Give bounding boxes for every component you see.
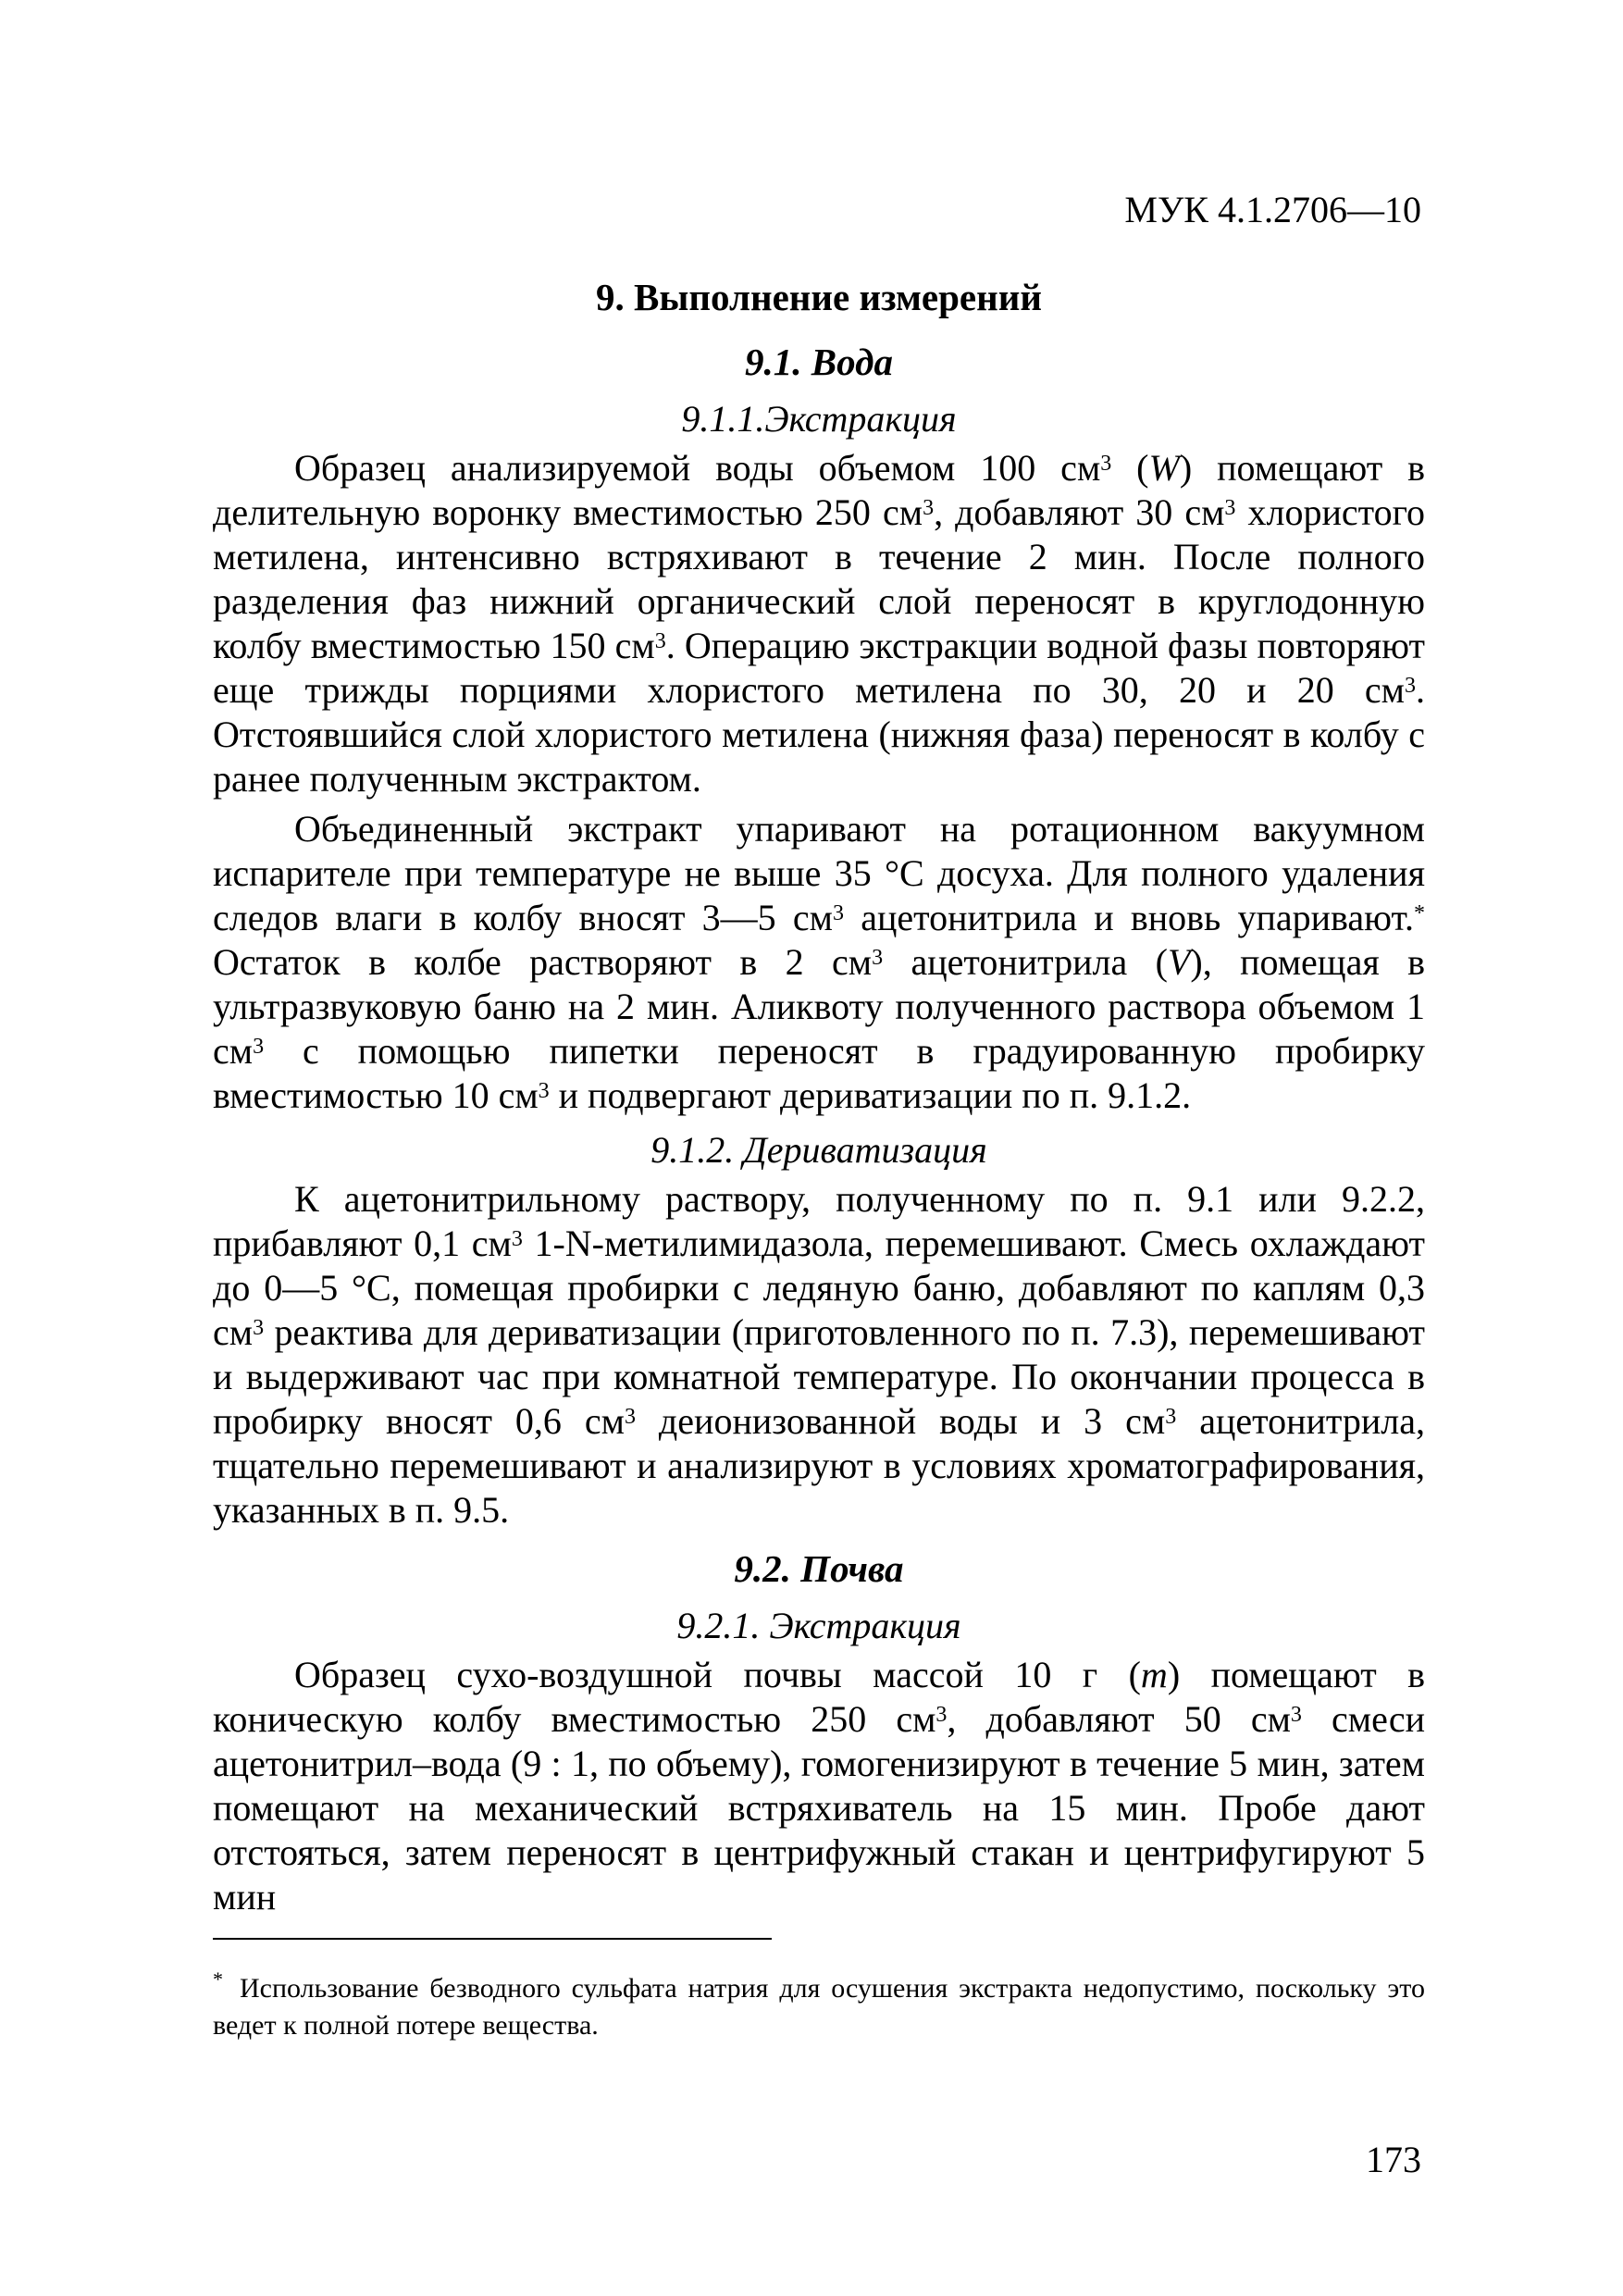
page-number: 173 bbox=[1366, 2139, 1421, 2180]
paragraph-water-derivatization: К ацетонитрильному раствору, полученному по п. 9.1 или 9.2.2, прибавляют 0,1 $см^3$ 1-N-метилимидазола, перемешивают. Смесь охлаждают до 0—5 °С, помещая пробирки с ледяную баню, добавляют по каплям 0,3 $см^3$ реактива для дериватизации (приготовленного по п. 7.3), перемешивают и выдерживают час при комнатной температуре. По окончании процесса в пробирку вносят 0,6 $см^3$ деионизованной воды и 3 $см^3$ ацетонитрила, тщательно перемешивают и анализируют в условиях хроматографирования, указанных в п. 9.5. bbox=[213, 1178, 1425, 1531]
section-title: 9. Выполнение измерений bbox=[596, 276, 1042, 318]
footnote-divider bbox=[213, 1938, 772, 1940]
step-title-water-derivatization: 9.1.2. Дериватизация bbox=[650, 1129, 987, 1171]
main-text bbox=[213, 270, 1425, 1925]
step-title-water-extraction: 9.1.1.Экстракция bbox=[681, 398, 957, 440]
document-code: МУК 4.1.2706—10 bbox=[1124, 189, 1421, 230]
subsection-title-soil: 9.2. Почва bbox=[734, 1547, 904, 1590]
subsection-title-water: 9.1. Вода bbox=[745, 341, 893, 383]
step-title-soil-extraction: 9.2.1. Экстракция bbox=[676, 1605, 961, 1646]
paragraph-water-extraction-1: Образец анализируемой воды объемом 100 $см^3$ (W) помещают в делительную воронку вместимостью 250 $см^3$, добавляют 30 $см^3$ хлористого метилена, интенсивно встряхивают в течение 2 мин. После полного разделения фаз нижний органический слой переносят в круглодонную колбу вместимостью 150 $см^3$. Операцию экстракции водной фазы повторяют еще трижды порциями хлористого метилена по 30, 20 и 20 $см^3$. Отстоявшийся слой хлористого метилена (нижняя фаза) переносят в колбу с ранее полученным экстрактом. bbox=[213, 447, 1425, 800]
paragraph-water-extraction-2: Объединенный экстракт упаривают на ротационном вакуумном испарителе при температуре не выше 35 °С досуха. Для полного удаления следов влаги в колбу вносят 3—5 $см^3$ ацетонитрила и вновь упаривают.* Остаток в колбе растворяют в 2 $см^3$ ацетонитрила (V), помещая в ультразвуковую баню на 2 мин. Аликвоту полученного раствора объемом 1 $см^3$ с помощью пипетки переносят в градуированную пробирку вместимостью 10 $см^3$ и подвергают дериватизации по п. 9.1.2. bbox=[213, 808, 1426, 1116]
footnote-mark: * bbox=[213, 1967, 223, 1991]
footnote-text: Использование безводного сульфата натрия для осушения экстракта недопустимо, поскольку это ведет к полной потере вещества. bbox=[213, 1973, 1425, 2041]
footnote-reference: * bbox=[1414, 901, 1426, 926]
paragraph-soil-extraction: Образец сухо-воздушной почвы массой 10 г (m) помещают в коническую колбу вместимостью 250 $см^3$, добавляют 50 $см^3$ смеси ацетонитрил–вода (9 : 1, по объему), гомогенизируют в течение 5 мин, затем помещают на механический встряхиватель на 15 мин. Пробе дают отстояться, затем переносят в центрифужный стакан и центрифугируют 5 мин bbox=[213, 1654, 1426, 1917]
footnote bbox=[213, 1967, 1425, 2043]
